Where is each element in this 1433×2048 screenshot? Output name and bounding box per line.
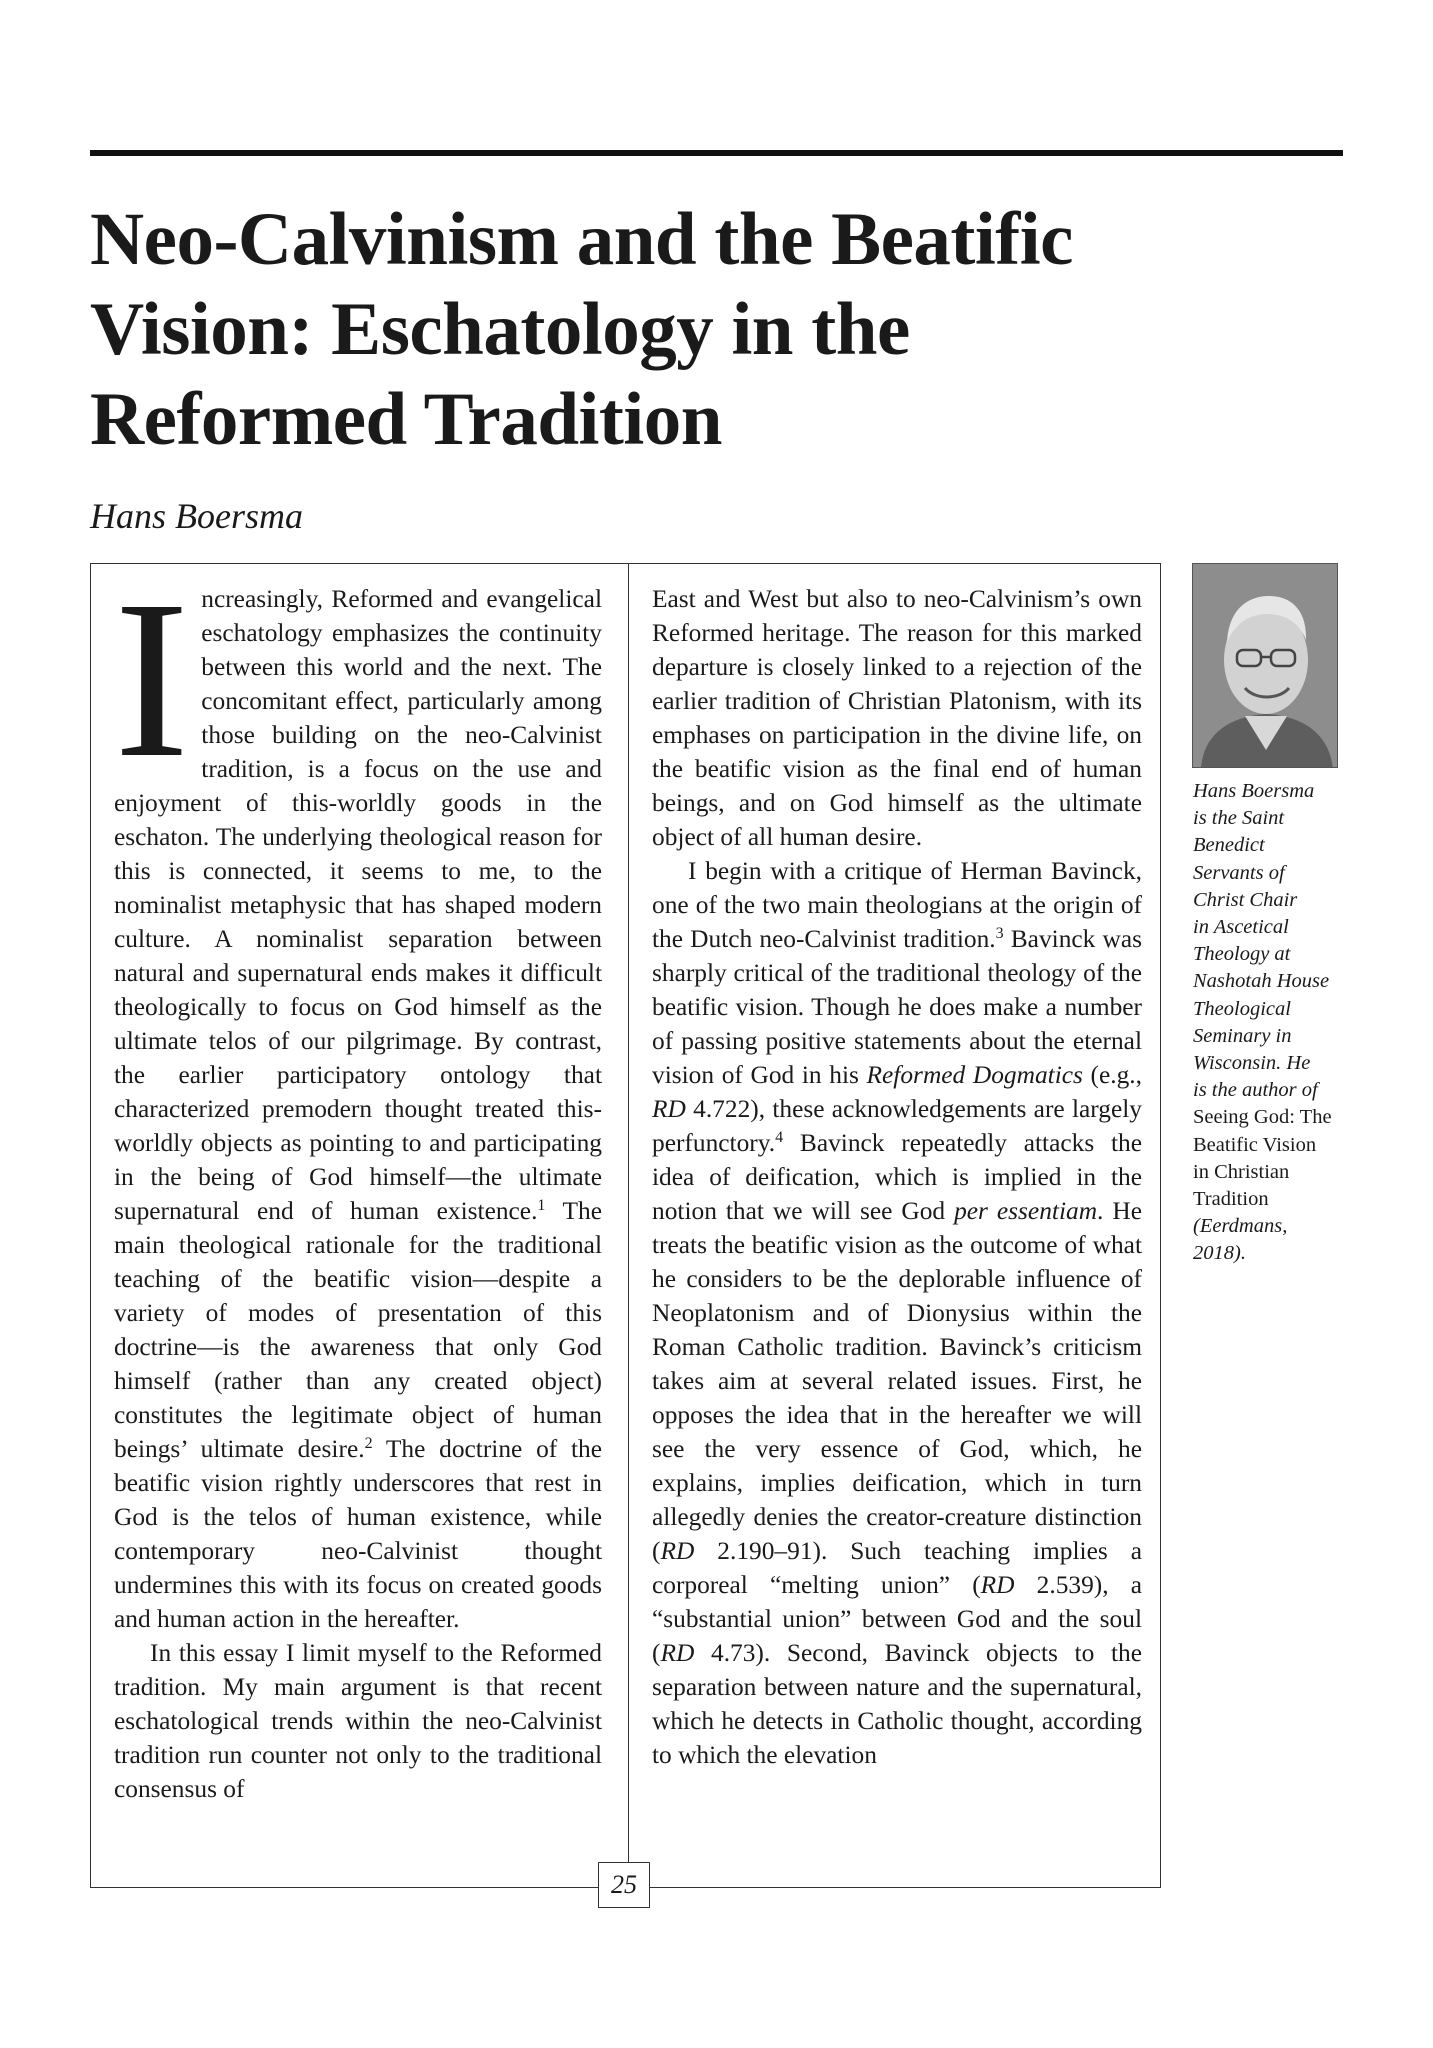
title-line: Vision: Eschatology in the — [90, 288, 910, 371]
footnote-ref: 1 — [537, 1197, 546, 1214]
text: The doctrine of the beatific vision rightly underscores that rest in God is the telos of human existence, while contemporary neo-Calvinist thought undermines this with its focus on created goods and human action in the hereafter. — [114, 1435, 603, 1633]
book-title-line: in Christian — [1193, 1160, 1290, 1183]
book-title-line: Tradition — [1193, 1188, 1269, 1211]
text: 2.539), a “substantial union” between God and the soul ( — [652, 1571, 1142, 1667]
abbrev: RD — [980, 1571, 1015, 1599]
text: I begin with a critique of Herman Bavinck, one of the two main theologians at the origin of the Dutch neo-Calvinist tradition. — [652, 857, 1142, 953]
right-column — [652, 582, 1142, 1772]
latin-term: per essentiam — [954, 1197, 1098, 1225]
paragraph — [652, 854, 1142, 1772]
bio-line: is the Saint — [1193, 807, 1285, 830]
bio-line: Benedict — [1193, 834, 1265, 857]
text: 4.722), these acknowledgements are largely perfunctory. — [652, 1095, 1142, 1157]
bio-line: is the author of — [1193, 1079, 1318, 1102]
title-line: Reformed Tradition — [90, 378, 722, 461]
publisher-line: 2018). — [1193, 1242, 1246, 1265]
author-bio — [1193, 778, 1343, 1268]
paragraph: East and West but also to neo-Calvinism’s own Reformed heritage. The reason for this marked departure is closely linked to a rejection of the earlier tradition of Christian Platonism, with its emphases on participation in the divine life, on the beatific vision as the final end of human beings, and on God himself as the ultimate object of all human desire. — [652, 585, 1142, 851]
drop-cap: I — [114, 554, 190, 804]
text: (e.g., — [1082, 1061, 1143, 1089]
bio-line: Hans Boersma — [1193, 780, 1315, 802]
author-name: Hans Boersma — [90, 496, 303, 536]
portrait-illustration — [1193, 564, 1338, 768]
bio-line: Theological — [1193, 997, 1291, 1020]
footnote-ref: 2 — [364, 1435, 373, 1452]
book-title-line: Seeing God: The — [1193, 1106, 1332, 1129]
page-number: 25 — [598, 1862, 650, 1908]
paragraph — [114, 554, 603, 1636]
text: The main theological rationale for the traditional teaching of the beatific vision—despite a variety of modes of presentation of this doctrine—is the awareness that only God himself (rather than any created object) constitutes the legitimate object of human beings’ ultimate desire. — [114, 1197, 602, 1463]
top-rule — [90, 150, 1343, 156]
book-title-line: Beatific Vision — [1193, 1133, 1317, 1156]
bio-line: Nashotah House — [1193, 970, 1330, 993]
bio-line: Wisconsin. He — [1193, 1052, 1311, 1075]
text: ncreasingly, Reformed and evangelical eschatology emphasizes the continuity between this world and the next. The concomitant effect, particularly among those building on the neo-Calvinist tradition, is a focus on the use and enjoyment of this-worldly goods in the eschaton. The underlying theological reason for this is connected, it seems to me, to the nominalist metaphysic that has shaped modern culture. A nominalist separation between natural and supernatural ends makes it difficult theologically to focus on God himself as the ultimate telos of our pilgrimage. By contrast, the earlier participatory ontology that characterized premodern thought treated this-worldly objects as pointing to and participating in the being of God himself—the ultimate supernatural end of human existence. — [114, 585, 602, 1225]
text: Bavinck was sharply critical of the traditional theology of the beatific vision. Though he does make a number of passing positive statements about the eternal vision of God in his — [652, 925, 1142, 1089]
bio-line: Christ Chair — [1193, 888, 1298, 911]
article-title — [90, 195, 1343, 465]
author-photo — [1192, 563, 1338, 768]
text: . He treats the beatific vision as the outcome of what he considers to be the deplorable influence of Neoplatonism and of Dionysius within the Roman Catholic tradition. Bavinck’s criticism takes aim at several related issues. First, he opposes the idea that in the hereafter we will see the very essence of God, which, he explains, implies deification, which in turn allegedly denies the creator-creature distinction ( — [652, 1197, 1142, 1565]
bio-line: Seminary in — [1193, 1024, 1292, 1047]
title-line: Neo-Calvinism and the Beatific — [90, 198, 1073, 281]
bio-line: Servants of — [1193, 861, 1285, 884]
book-title: Reformed Dogmatics — [866, 1061, 1083, 1089]
left-column — [114, 554, 603, 1806]
text: 2.190–91). Such teaching implies a corporeal “melting union” ( — [652, 1537, 1142, 1599]
abbrev: RD — [660, 1639, 695, 1667]
bio-line: Theology at — [1193, 943, 1291, 966]
footnote-ref: 4 — [775, 1129, 784, 1146]
text: 4.73). Second, Bavinck objects to the separation between nature and the supernatural, which he detects in Catholic thought, according to which the elevation — [652, 1639, 1142, 1769]
column-divider — [628, 563, 629, 1888]
abbrev: RD — [652, 1095, 686, 1123]
bio-line: in Ascetical — [1193, 916, 1289, 939]
publisher-line: (Eerdmans, — [1193, 1215, 1288, 1238]
abbrev: RD — [660, 1537, 695, 1565]
text: Bavinck repeatedly attacks the idea of deification, which is implied in the notion that we will see God — [652, 1129, 1142, 1225]
paragraph: In this essay I limit myself to the Reformed tradition. My main argument is that recent eschatological trends within the neo-Calvinist tradition run counter not only to the traditional consensus of — [114, 1639, 602, 1803]
footnote-ref: 3 — [995, 925, 1004, 942]
